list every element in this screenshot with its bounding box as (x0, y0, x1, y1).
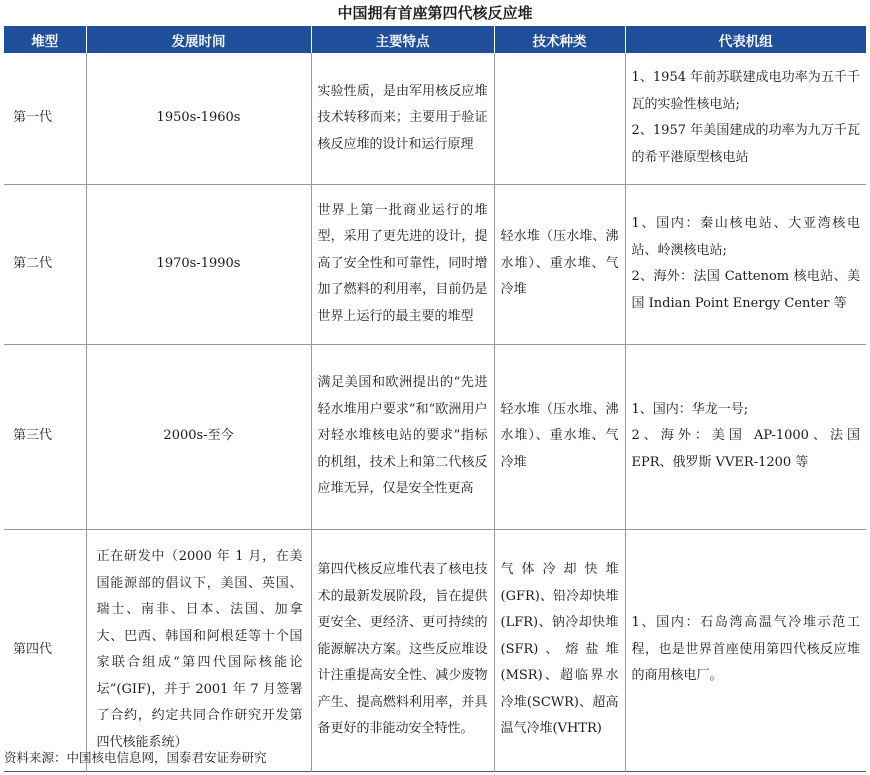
type-cell: 第四代 (4, 529, 86, 771)
table-row (4, 344, 866, 529)
time-cell: 2000s-至今 (86, 344, 311, 529)
tech-cell: 轻水堆（压水堆、沸水堆）、重水堆、气冷堆 (494, 184, 625, 344)
time-cell: 1970s-1990s (86, 184, 311, 344)
unit-item: 1、国内：华龙一号; (631, 401, 749, 417)
time-cell: 正在研发中（2000 年 1 月，在美国能源部的倡议下，美国、英国、瑞士、南非、日本、法国、加拿大、巴西、韩国和阿根廷等十个国家联合组成“第四代国际核能论坛”(GIF)，并于 2001 年 7 月签署了合约，约定共同合作研究开发第四代核能系统） (86, 529, 311, 771)
unit-item: 2、1957 年美国建成的功率为九万千瓦的希平港原型核电站 (631, 123, 860, 165)
source-note: 资料来源：中国核电信息网，国泰君安证券研究 (4, 750, 267, 765)
type-cell: 第二代 (4, 184, 86, 344)
units-cell (625, 344, 866, 529)
type-cell: 第一代 (4, 53, 86, 184)
features-cell: 世界上第一批商业运行的堆型，采用了更先进的设计，提高了安全性和可靠性，同时增加了燃料的利用率，目前仍是世界上运行的最主要的堆型 (311, 184, 494, 344)
header-tech: 技术种类 (494, 26, 625, 53)
tech-cell: 轻水堆（压水堆、沸水堆）、重水堆、气冷堆 (494, 344, 625, 529)
time-cell: 1950s-1960s (86, 53, 311, 184)
units-cell (625, 53, 866, 184)
header-time: 发展时间 (86, 26, 311, 53)
reactor-generations-table (4, 26, 866, 772)
unit-item: 2、海外：美国 AP-1000、法国 EPR、俄罗斯 VVER-1200 等 (631, 428, 860, 470)
unit-item: 1、国内：石岛湾高温气冷堆示范工程，也是世界首座使用第四代核反应堆的商用核电厂。 (631, 615, 860, 684)
table-row (4, 529, 866, 771)
table-title: 中国拥有首座第四代核反应堆 (337, 4, 533, 22)
unit-item: 2、海外：法国 Cattenom 核电站、美国 Indian Point Energy Center 等 (631, 269, 860, 311)
tech-cell (494, 53, 625, 184)
header-row (4, 26, 866, 53)
table-row (4, 53, 866, 184)
table-row (4, 184, 866, 344)
units-cell (625, 529, 866, 771)
type-cell: 第三代 (4, 344, 86, 529)
features-cell: 满足美国和欧洲提出的“先进轻水堆用户要求”和“欧洲用户对轻水堆核电站的要求”指标的机组，技术上和第二代核反应堆无异，仅是安全性更高 (311, 344, 494, 529)
unit-item: 1、国内：秦山核电站、大亚湾核电站、岭澳核电站; (631, 216, 860, 258)
header-units: 代表机组 (625, 26, 866, 53)
features-cell: 实验性质，是由军用核反应堆技术转移而来；主要用于验证核反应堆的设计和运行原理 (311, 53, 494, 184)
tech-cell: 气体冷却快堆(GFR)、铅冷却快堆(LFR)、钠冷却快堆(SFR)、熔盐堆(MSR)、超临界水冷堆(SCWR)、超高温气冷堆(VHTR) (494, 529, 625, 771)
unit-item: 1、1954 年前苏联建成电功率为五千千瓦的实验性核电站; (631, 70, 860, 112)
features-cell: 第四代核反应堆代表了核电技术的最新发展阶段，旨在提供更安全、更经济、更可持续的能源解决方案。这些反应堆设计注重提高安全性、减少废物产生、提高燃料利用率，并具备更好的非能动安全特性。 (311, 529, 494, 771)
units-cell (625, 184, 866, 344)
header-type: 堆型 (4, 26, 86, 53)
header-features: 主要特点 (311, 26, 494, 53)
